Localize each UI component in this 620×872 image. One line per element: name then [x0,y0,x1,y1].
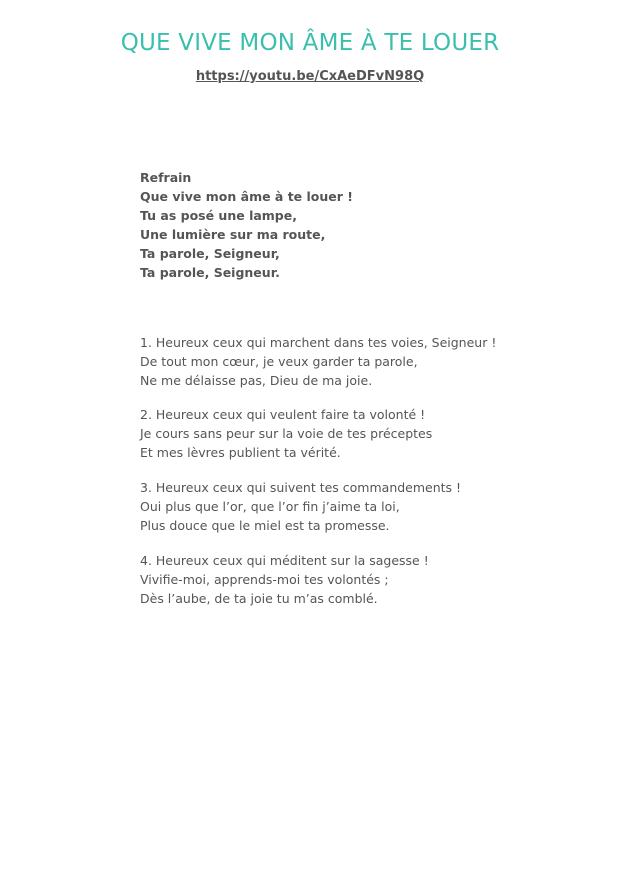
verse-line: Je cours sans peur sur la voie de tes préceptes [140,426,433,441]
verse-line: 4. Heureux ceux qui méditent sur la sagesse ! [140,553,429,568]
verse-line: 2. Heureux ceux qui veulent faire ta volonté ! [140,407,426,422]
verse-1 [140,333,580,390]
page-title: QUE VIVE MON ÂME À TE LOUER [120,30,500,56]
refrain-line: Tu as posé une lampe, [140,208,297,223]
youtube-link[interactable]: https://youtu.be/CxAeDFvN98Q [195,69,425,84]
refrain-line: Une lumière sur ma route, [140,227,326,242]
verse-line: 3. Heureux ceux qui suivent tes commandements ! [140,480,462,495]
verse-line: Plus douce que le miel est ta promesse. [140,518,390,533]
refrain-heading: Refrain [140,170,192,185]
verse-line: Ne me délaisse pas, Dieu de ma joie. [140,373,373,388]
verse-2 [140,405,580,462]
verse-line: Dès l’aube, de ta joie tu m’as comblé. [140,591,378,606]
verse-line: De tout mon cœur, je veux garder ta parole, [140,354,418,369]
refrain-line: Ta parole, Seigneur. [140,265,280,280]
verse-line: Et mes lèvres publient ta vérité. [140,445,341,460]
verse-line: 1. Heureux ceux qui marchent dans tes voies, Seigneur ! [140,335,497,350]
verse-3 [140,478,580,535]
refrain-block [140,168,560,282]
refrain-line: Ta parole, Seigneur, [140,246,280,261]
verse-line: Oui plus que l’or, que l’or fin j’aime ta loi, [140,499,400,514]
verse-4 [140,551,580,608]
refrain-line: Que vive mon âme à te louer ! [140,189,353,204]
verse-line: Vivifie-moi, apprends-moi tes volontés ; [140,572,389,587]
